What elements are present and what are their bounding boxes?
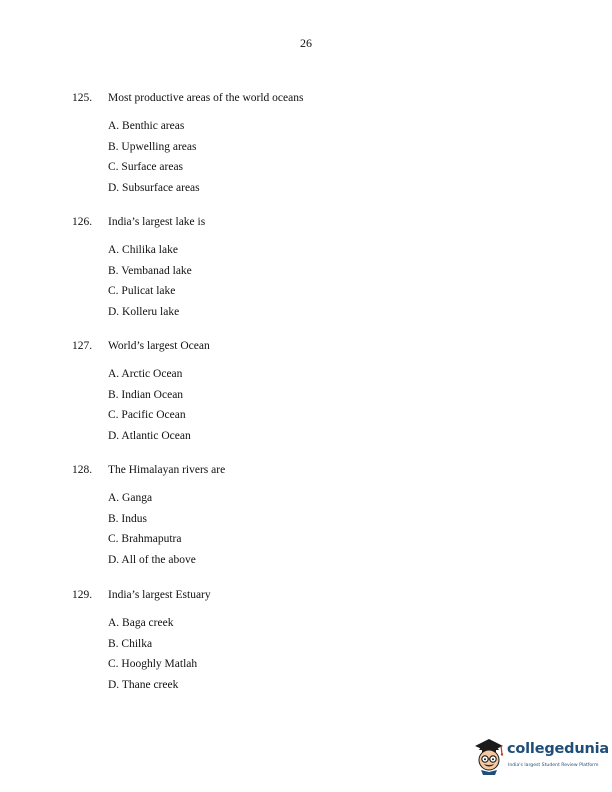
option-b: B. Indian Ocean <box>108 388 184 401</box>
question-number: 129. <box>72 589 93 601</box>
question-128 <box>72 463 552 574</box>
question-number: 126. <box>72 216 93 228</box>
option-c: C. Hooghly Matlah <box>108 658 198 671</box>
question-125 <box>72 91 552 202</box>
option-a: A. Arctic Ocean <box>108 368 183 380</box>
question-number: 127. <box>72 340 93 352</box>
question-text: India’s largest Estuary <box>108 589 211 601</box>
question-text: Most productive areas of the world oceans <box>108 92 304 104</box>
option-c: C. Pacific Ocean <box>108 409 186 422</box>
question-text: India’s largest lake is <box>108 216 206 228</box>
question-127 <box>72 339 552 450</box>
option-b: B. Chilka <box>108 637 153 650</box>
option-a: A. Chilika lake <box>108 244 178 256</box>
options-list <box>108 367 552 443</box>
option-d: D. All of the above <box>108 554 196 567</box>
option-d: D. Kolleru lake <box>108 306 180 319</box>
option-c: C. Brahmaputra <box>108 533 182 546</box>
options-list <box>108 491 552 567</box>
question-number: 125. <box>72 92 93 104</box>
option-d: D. Atlantic Ocean <box>108 430 191 443</box>
question-129 <box>72 588 552 699</box>
question-stem <box>72 215 552 229</box>
question-stem <box>72 463 552 477</box>
page-number: 26 <box>300 36 312 50</box>
options-list <box>108 119 552 195</box>
option-c: C. Pulicat lake <box>108 285 176 298</box>
question-stem <box>72 91 552 105</box>
option-b: B. Vembanad lake <box>108 264 192 277</box>
collegedunia-logo <box>470 736 609 778</box>
option-a: A. Ganga <box>108 492 153 504</box>
question-126 <box>72 215 552 326</box>
question-number: 128. <box>72 464 93 476</box>
logo-tagline: India's largest Student Review Platform <box>508 763 599 768</box>
option-a: A. Benthic areas <box>108 120 185 132</box>
question-stem <box>72 339 552 353</box>
logo-wordmark: collegedunia <box>507 741 609 757</box>
options-list <box>108 243 552 319</box>
option-b: B. Upwelling areas <box>108 140 197 153</box>
question-text: World’s largest Ocean <box>108 340 210 352</box>
options-list <box>108 616 552 692</box>
option-d: D. Subsurface areas <box>108 182 200 195</box>
question-text: The Himalayan rivers are <box>108 464 226 476</box>
option-a: A. Baga creek <box>108 617 174 629</box>
question-stem <box>72 588 552 602</box>
option-b: B. Indus <box>108 512 147 525</box>
option-d: D. Thane creek <box>108 679 179 692</box>
option-c: C. Surface areas <box>108 161 184 174</box>
student-mascot-icon <box>472 736 506 776</box>
